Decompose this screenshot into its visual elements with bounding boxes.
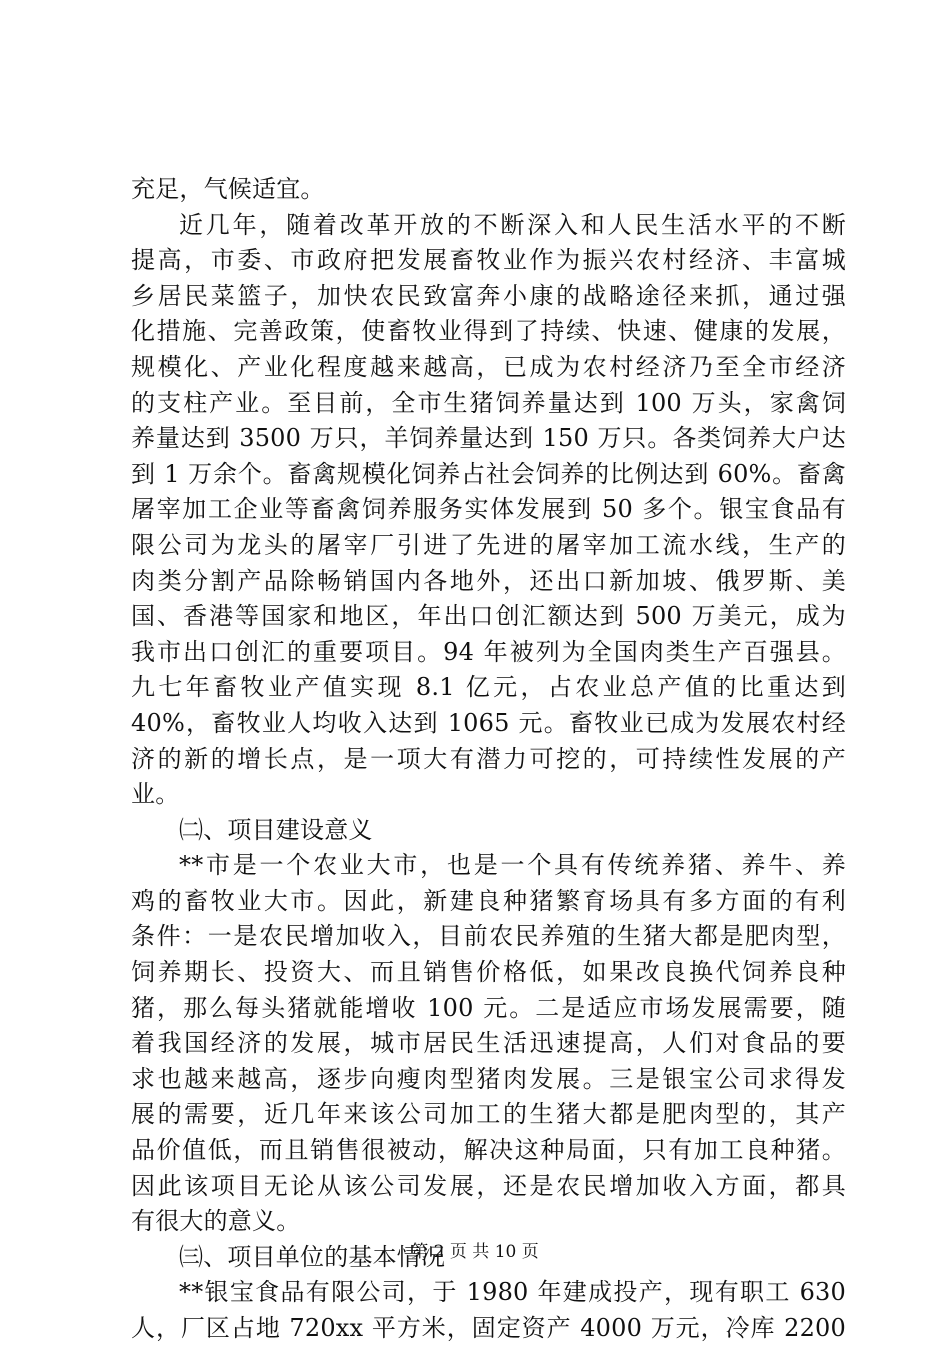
text-line: 养量达到 3500 万只，羊饲养量达到 150 万只。各类饲养大户达: [131, 424, 846, 453]
text-line: 饲养期长、投资大、而且销售价格低，如果改良换代饲养良种: [131, 958, 846, 987]
text-line: 规模化、产业化程度越来越高，已成为农村经济乃至全市经济: [131, 352, 846, 381]
text-line: 的支柱产业。至目前，全市生猪饲养量达到 100 万头，家禽饲: [131, 388, 846, 417]
text-line: 肉类分割产品除畅销国内各地外，还出口新加坡、俄罗斯、美: [131, 566, 846, 595]
text-line: 充足，气候适宜。: [131, 175, 325, 203]
text-line: 化措施、完善政策，使畜牧业得到了持续、快速、健康的发展，: [131, 317, 846, 346]
text-line: 九七年畜牧业产值实现 8.1 亿元，占农业总产值的比重达到: [131, 673, 846, 702]
text-line: 猪，那么每头猪就能增收 100 元。二是适应市场发展需要，随: [131, 993, 846, 1022]
text-line: 因此该项目无论从该公司发展，还是农民增加收入方面，都具: [131, 1171, 846, 1200]
text-line: 乡居民菜篮子，加快农民致富奔小康的战略途径来抓，通过强: [131, 281, 846, 310]
text-line: **银宝食品有限公司，于 1980 年建成投产，现有职工 630: [179, 1278, 846, 1307]
text-line: 条件：一是农民增加收入，目前农民养殖的生猪大都是肥肉型，: [131, 922, 846, 951]
text-line: 展的需要，近几年来该公司加工的生猪大都是肥肉型的，其产: [131, 1100, 846, 1129]
text-line: 品价值低，而且销售很被动，解决这种局面，只有加工良种猪。: [131, 1136, 846, 1165]
text-line: 国、香港等国家和地区，年出口创汇额达到 500 万美元，成为: [131, 602, 846, 631]
text-line: 业。: [131, 780, 180, 809]
text-line: 有很大的意义。: [131, 1207, 301, 1236]
text-line: ㈢、项目单位的基本情况: [179, 1242, 446, 1271]
page-footer: 第 2 页 共 10 页: [411, 1242, 539, 1262]
text-line: 着我国经济的发展，城市居民生活迅速提高，人们对食品的要: [131, 1029, 846, 1058]
text-line: **市是一个农业大市，也是一个具有传统养猪、养牛、养: [179, 851, 846, 880]
text-line: 40%，畜牧业人均收入达到 1065 元。畜牧业已成为发展农村经: [131, 708, 846, 737]
document-body: [131, 172, 846, 1347]
text-line: ㈡、项目建设意义: [179, 815, 373, 844]
text-line: 屠宰加工企业等畜禽饲养服务实体发展到 50 多个。银宝食品有: [131, 495, 846, 524]
text-line: 求也越来越高，逐步向瘦肉型猪肉发展。三是银宝公司求得发: [131, 1064, 846, 1093]
text-line: 限公司为龙头的屠宰厂引进了先进的屠宰加工流水线，生产的: [131, 530, 846, 559]
text-line: 到 1 万余个。畜禽规模化饲养占社会饲养的比例达到 60%。畜禽: [131, 459, 846, 488]
text-line: 人，厂区占地 720xx 平方米，固定资产 4000 万元，冷库 2200: [131, 1314, 846, 1342]
text-line: 我市出口创汇的重要项目。94 年被列为全国肉类生产百强县。: [131, 637, 846, 666]
text-line: 鸡的畜牧业大市。因此，新建良种猪繁育场具有多方面的有利: [131, 886, 846, 915]
text-line: 提高，市委、市政府把发展畜牧业作为振兴农村经济、丰富城: [131, 246, 846, 275]
text-line: 近几年，随着改革开放的不断深入和人民生活水平的不断: [179, 210, 846, 239]
text-line: 济的新的增长点，是一项大有潜力可挖的，可持续性发展的产: [131, 744, 846, 773]
